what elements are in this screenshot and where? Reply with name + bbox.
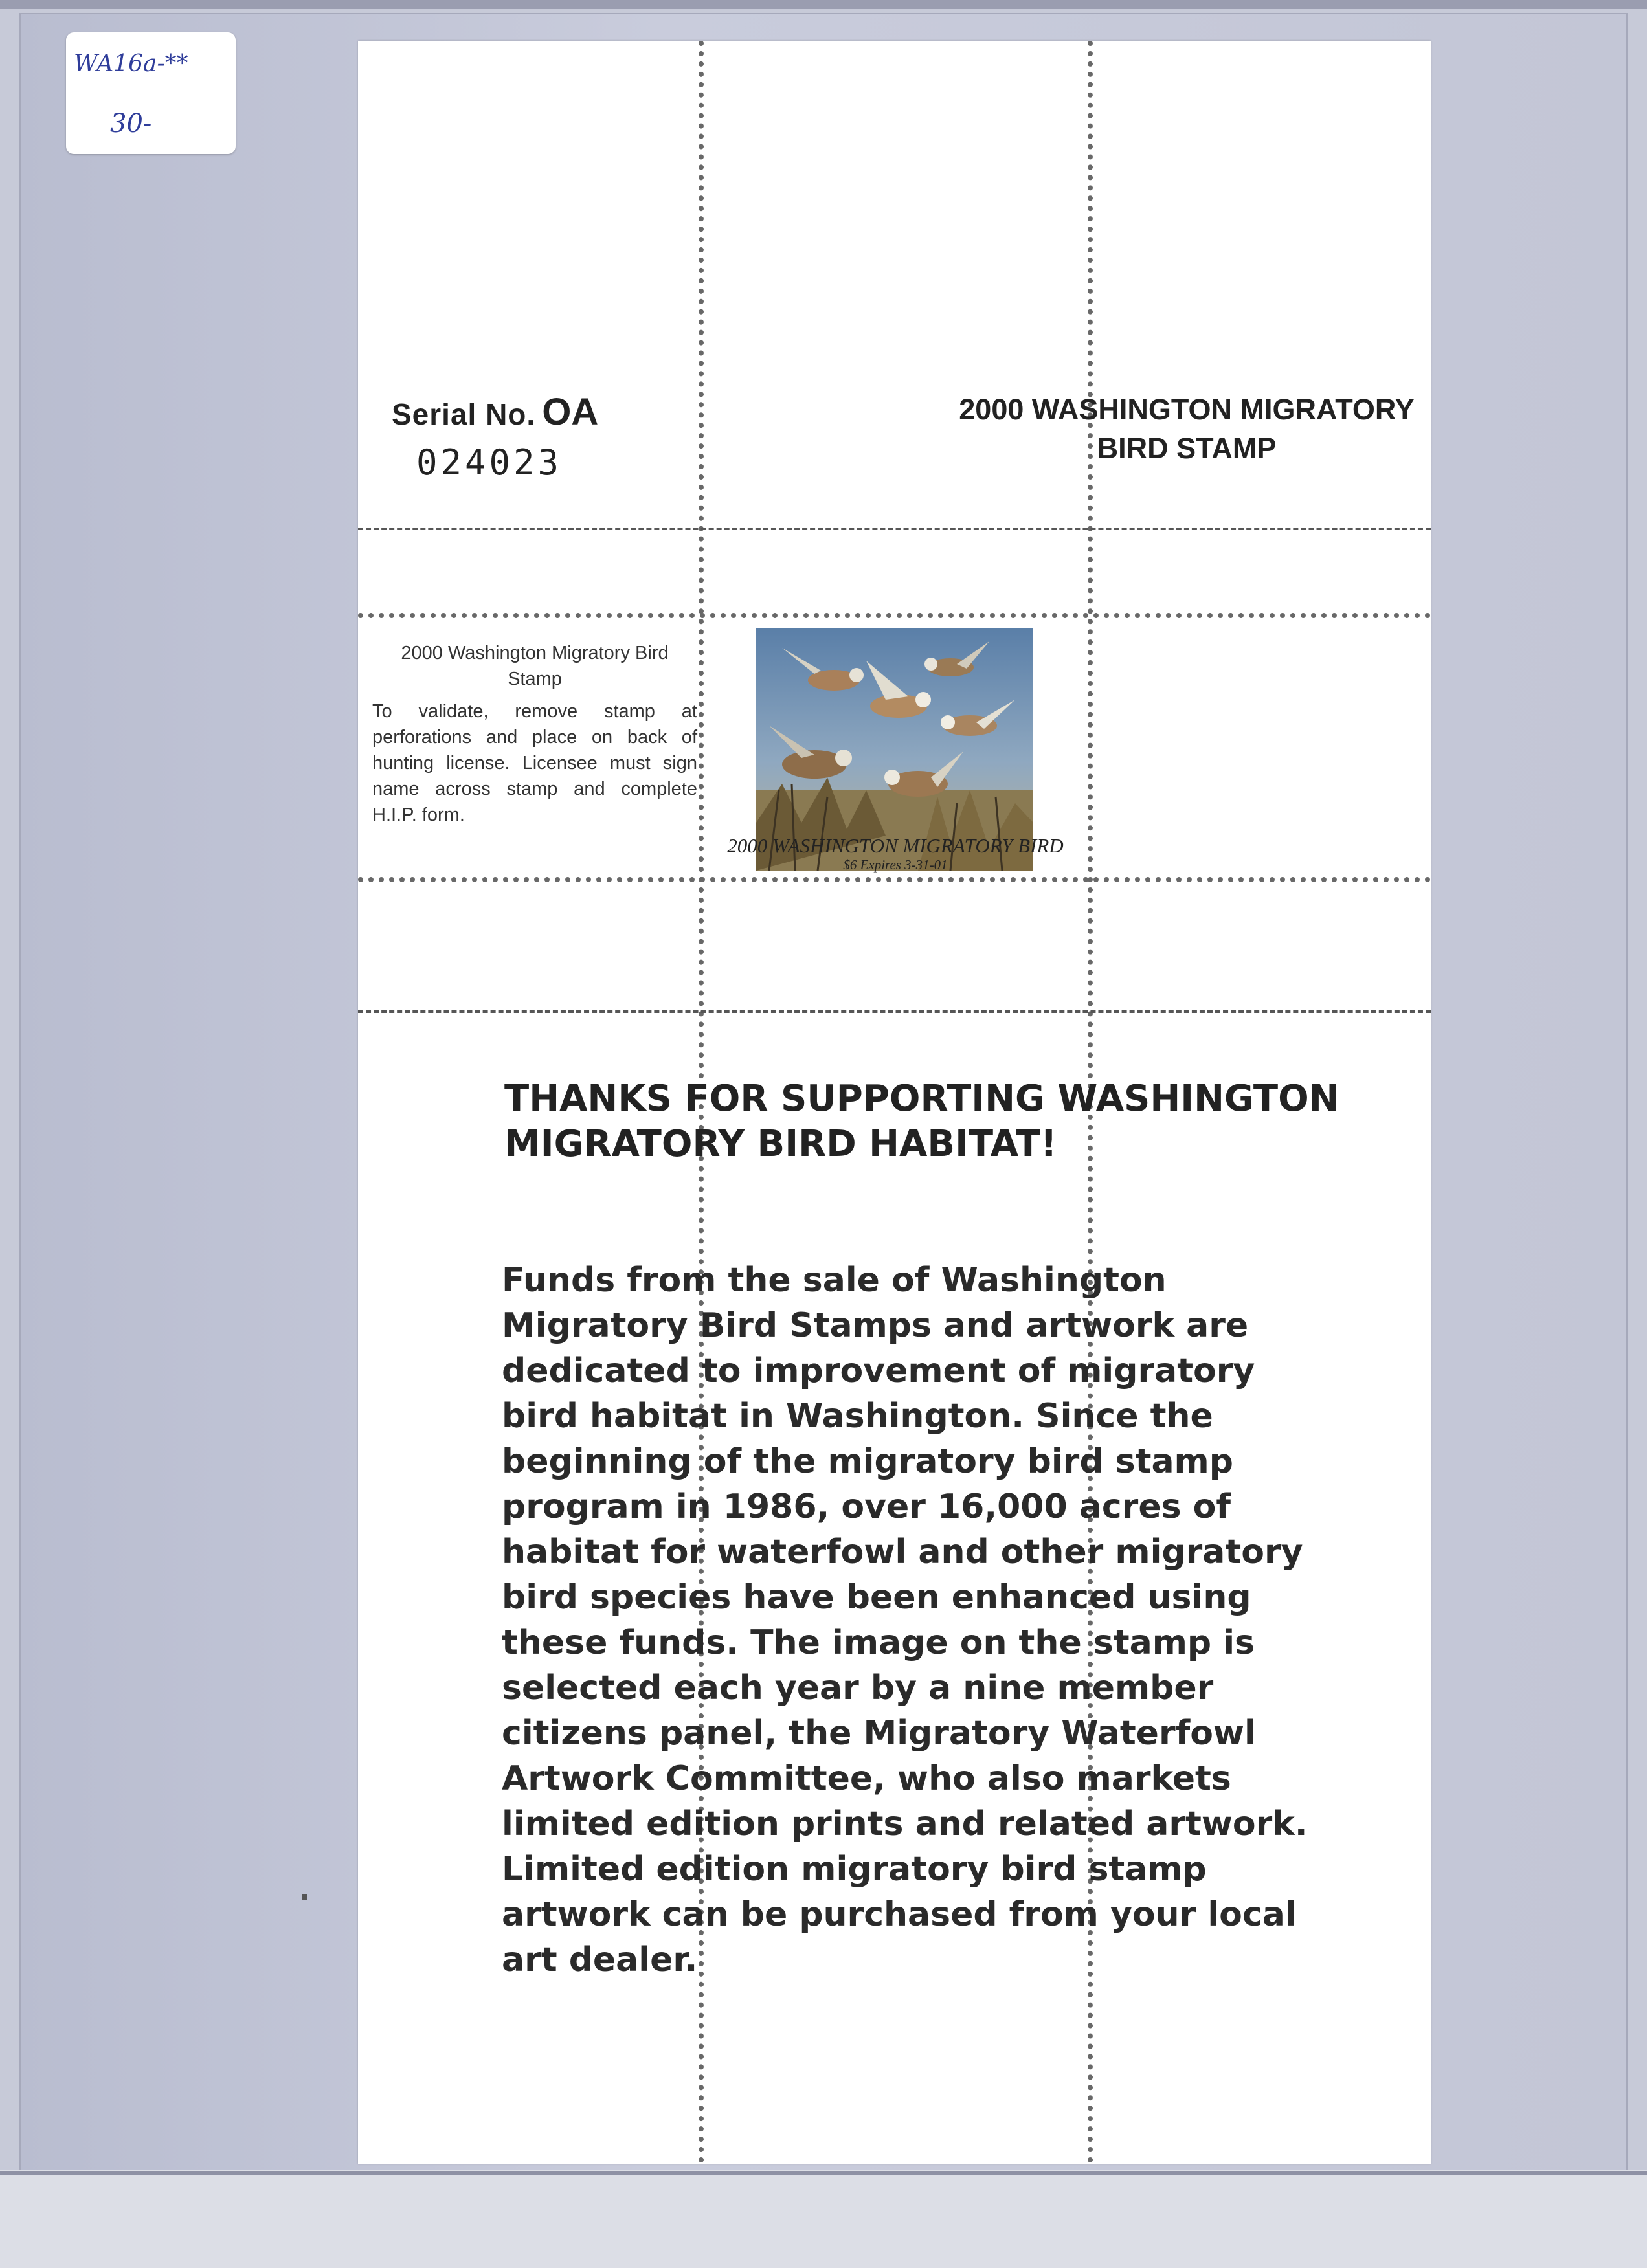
stamp-price-expiry: $6 Expires 3-31-01 bbox=[843, 857, 948, 873]
sleeve-bottom-edge bbox=[0, 2171, 1647, 2175]
booklet-title bbox=[944, 390, 1429, 468]
validation-instructions bbox=[372, 640, 697, 828]
sleeve-top-edge bbox=[0, 0, 1647, 9]
thanks-heading: THANKS FOR SUPPORTING WASHINGTON MIGRATORY BIRD HABITAT! bbox=[504, 1078, 1339, 1165]
validation-text: To validate, remove stamp at perforations and place on back of hunting license. Licensee must sign name across stamp and complete H.I.P. form. bbox=[372, 701, 697, 825]
horizontal-perforation-bottom bbox=[358, 877, 1431, 882]
serial-number: 024023 bbox=[416, 442, 563, 483]
handwritten-price-note bbox=[66, 32, 236, 154]
validation-title: 2000 Washington Migratory Bird Stamp bbox=[401, 643, 669, 689]
serial-prefix: OA bbox=[542, 391, 599, 433]
horizontal-perforation-top bbox=[358, 613, 1431, 618]
booklet-title-line2: BIRD STAMP bbox=[1097, 432, 1277, 465]
note-catalog-code: WA16a-** bbox=[74, 50, 188, 77]
stamp-caption: 2000 WASHINGTON MIGRATORY BIRD bbox=[727, 834, 1064, 857]
serial-label-text: Serial No. bbox=[392, 397, 536, 431]
cut-line-top bbox=[358, 528, 1431, 530]
serial-number-label bbox=[392, 390, 598, 434]
stamp-booklet-pane bbox=[358, 41, 1431, 2164]
thanks-body-text: Funds from the sale of Washington Migratory Bird Stamps and artwork are dedicated to improvement of migratory bird habitat in Washington. Since the beginning of the migratory bird stamp program in 1986, over 16,000 acres of habitat for waterfowl and other migratory bird species have been enhanced using these funds. The image on the stamp is selected each year by a nine member citizens panel, the Migratory Waterfowl Artwork Committee, who also markets limited edition prints and related artwork. Limited edition migratory bird stamp artwork can be purchased from your local art dealer. bbox=[502, 1261, 1308, 1979]
sleeve-bottom-area bbox=[0, 2170, 1647, 2268]
cut-line-bottom bbox=[358, 1010, 1431, 1013]
note-price: 30- bbox=[110, 109, 152, 139]
booklet-title-line1: 2000 WASHINGTON MIGRATORY bbox=[959, 393, 1415, 426]
sleeve-speck bbox=[302, 1894, 307, 1900]
